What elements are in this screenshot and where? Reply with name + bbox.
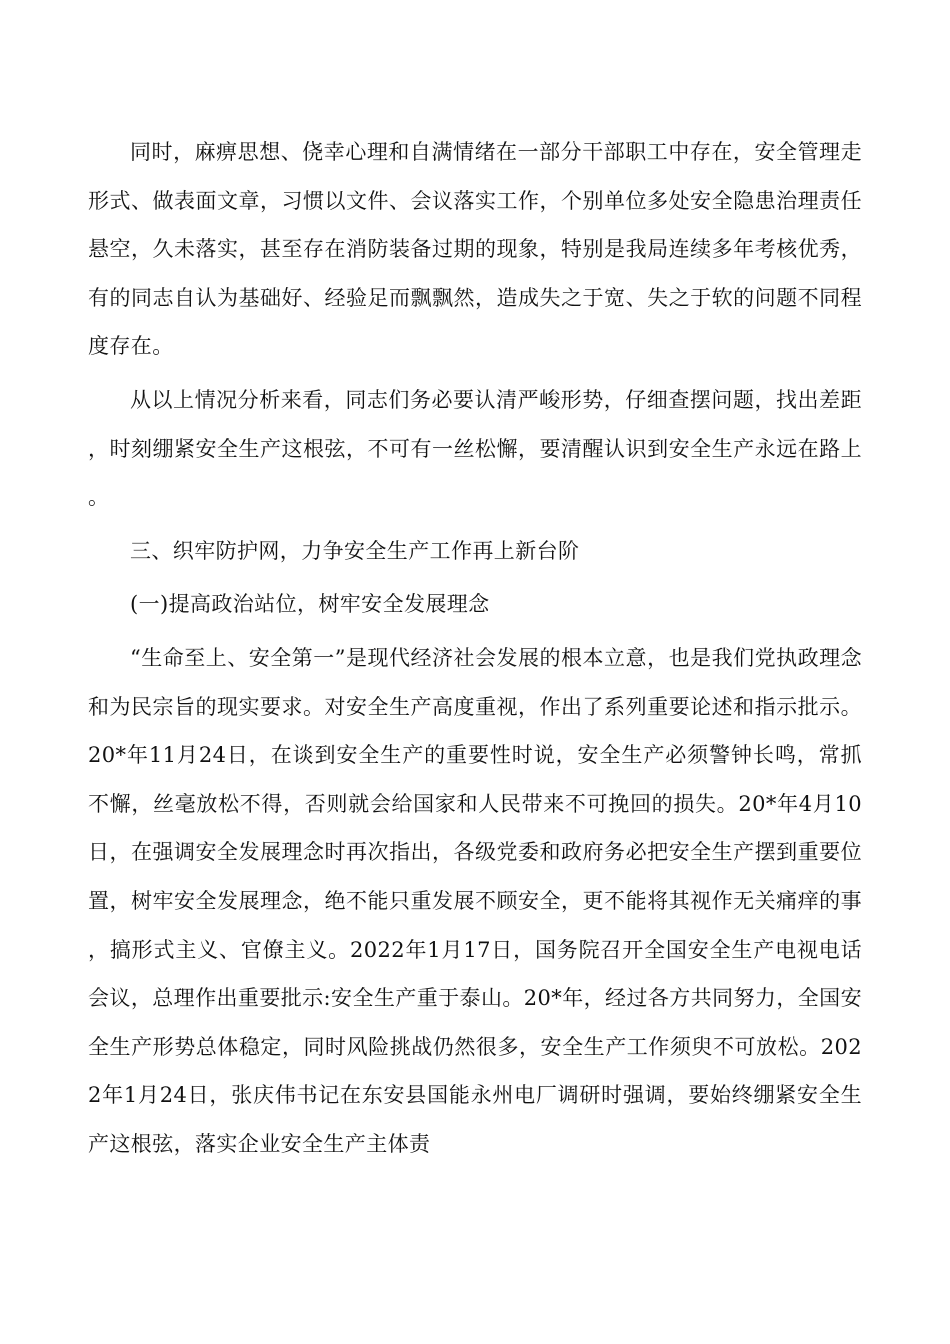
document-body xyxy=(88,128,862,1168)
paragraph-situation-analysis: 从以上情况分析来看，同志们务必要认清严峻形势，仔细查摆问题，找出差距，时刻绷紧安全生产这根弦，不可有一丝松懈，要清醒认识到安全生产永远在路上。 xyxy=(88,387,862,510)
section-heading: 三、织牢防护网，力争安全生产工作再上新台阶 xyxy=(130,538,580,563)
paragraph-safety-first: “生命至上、安全第一”是现代经济社会发展的根本立意，也是我们党执政理念和为民宗旨的现实要求。对安全生产高度重视，作出了系列重要论述和指示批示。20*年11月24日，在谈到安全生产的重要性时说，安全生产必须警钟长鸣，常抓不懈，丝毫放松不得，否则就会给国家和人民带来不可挽回的损失。20*年4月10日，在强调安全发展理念时再次指出，各级党委和政府务必把安全生产摆到重要位置，树牢安全发展理念，绝不能只重发展不顾安全，更不能将其视作无关痛痒的事，搞形式主义、官僚主义。2022年1月17日，国务院召开全国安全生产电视电话会议，总理作出重要批示:安全生产重于泰山。20*年，经过各方共同努力，全国安全生产形势总体稳定，同时风险挑战仍然很多，安全生产工作须臾不可放松。2022年1月24日，张庆伟书记在东安县国能永州电厂调研时强调，要始终绷紧安全生产这根弦，落实企业安全生产主体责 xyxy=(88,645,862,1156)
sub-heading: (一)提高政治站位，树牢安全发展理念 xyxy=(130,592,490,617)
paragraph-complacency-issues: 同时，麻痹思想、侥幸心理和自满情绪在一部分干部职工中存在，安全管理走形式、做表面文章，习惯以文件、会议落实工作，个别单位多处安全隐患治理责任悬空，久未落实，甚至存在消防装备过期的现象，特别是我局连续多年考核优秀，有的同志自认为基础好、经验足而飘飘然，造成失之于宽、失之于软的问题不同程度存在。 xyxy=(88,140,862,359)
